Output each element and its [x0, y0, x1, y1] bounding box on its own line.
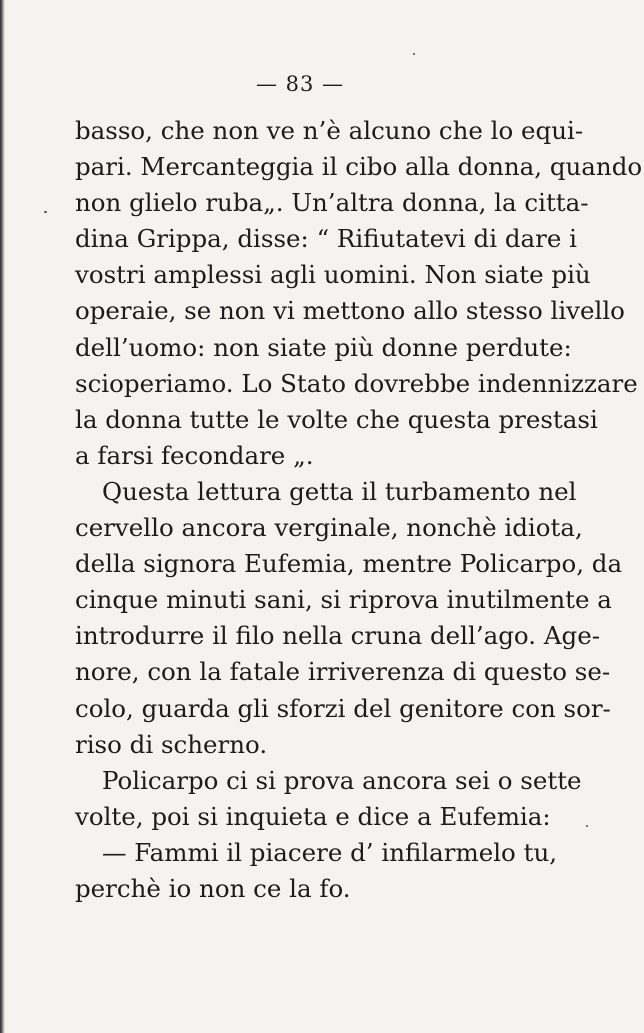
text-line: la donna tutte le volte che questa prestasi [75, 404, 598, 434]
text-line: colo, guarda gli sforzi del genitore con sor- [75, 693, 611, 723]
text-line: — Fammi il piacere d’ infilarmelo tu, [102, 837, 558, 867]
text-line: non glielo ruba„. Un’altra donna, la citta- [75, 188, 589, 218]
text-line: volte, poi si inquieta e dice a Eufemia: [75, 801, 551, 831]
text-line: dell’uomo: non siate più donne perdute: [75, 332, 572, 362]
text-line: Questa lettura getta il turbamento nel [102, 476, 577, 506]
text-line: a farsi fecondare „. [75, 440, 314, 470]
text-line: dina Grippa, disse: “ Rifiutatevi di dare i [75, 224, 577, 254]
page-edge [0, 0, 5, 1033]
text-line: scioperiamo. Lo Stato dovrebbe indennizzare [75, 368, 638, 398]
body-text [75, 113, 643, 907]
text-line: nore, con la fatale irriverenza di questo se- [75, 657, 611, 687]
text-line: cinque minuti sani, si riprova inutilmente a [75, 585, 612, 615]
text-line: operaie, se non vi mettono allo stesso livello [75, 296, 625, 326]
text-line: introdurre il filo nella cruna dell’ago. Age- [75, 621, 600, 651]
text-line: perchè io non ce la fo. [75, 873, 351, 903]
text-line: cervello ancora verginale, nonchè idiota, [75, 513, 583, 543]
print-speck [413, 53, 415, 55]
text-line: vostri amplessi agli uomini. Non siate più [75, 260, 591, 290]
print-speck [586, 825, 588, 827]
text-line: della signora Eufemia, mentre Policarpo, da [75, 549, 623, 579]
page-number: — 83 — [255, 72, 345, 96]
text-line: basso, che non ve n’è alcuno che lo equi- [75, 116, 584, 145]
text-line: riso di scherno. [75, 729, 268, 759]
text-line: Policarpo ci si prova ancora sei o sette [102, 765, 582, 795]
text-line: pari. Mercanteggia il cibo alla donna, quando [75, 152, 643, 182]
print-speck [44, 211, 47, 213]
